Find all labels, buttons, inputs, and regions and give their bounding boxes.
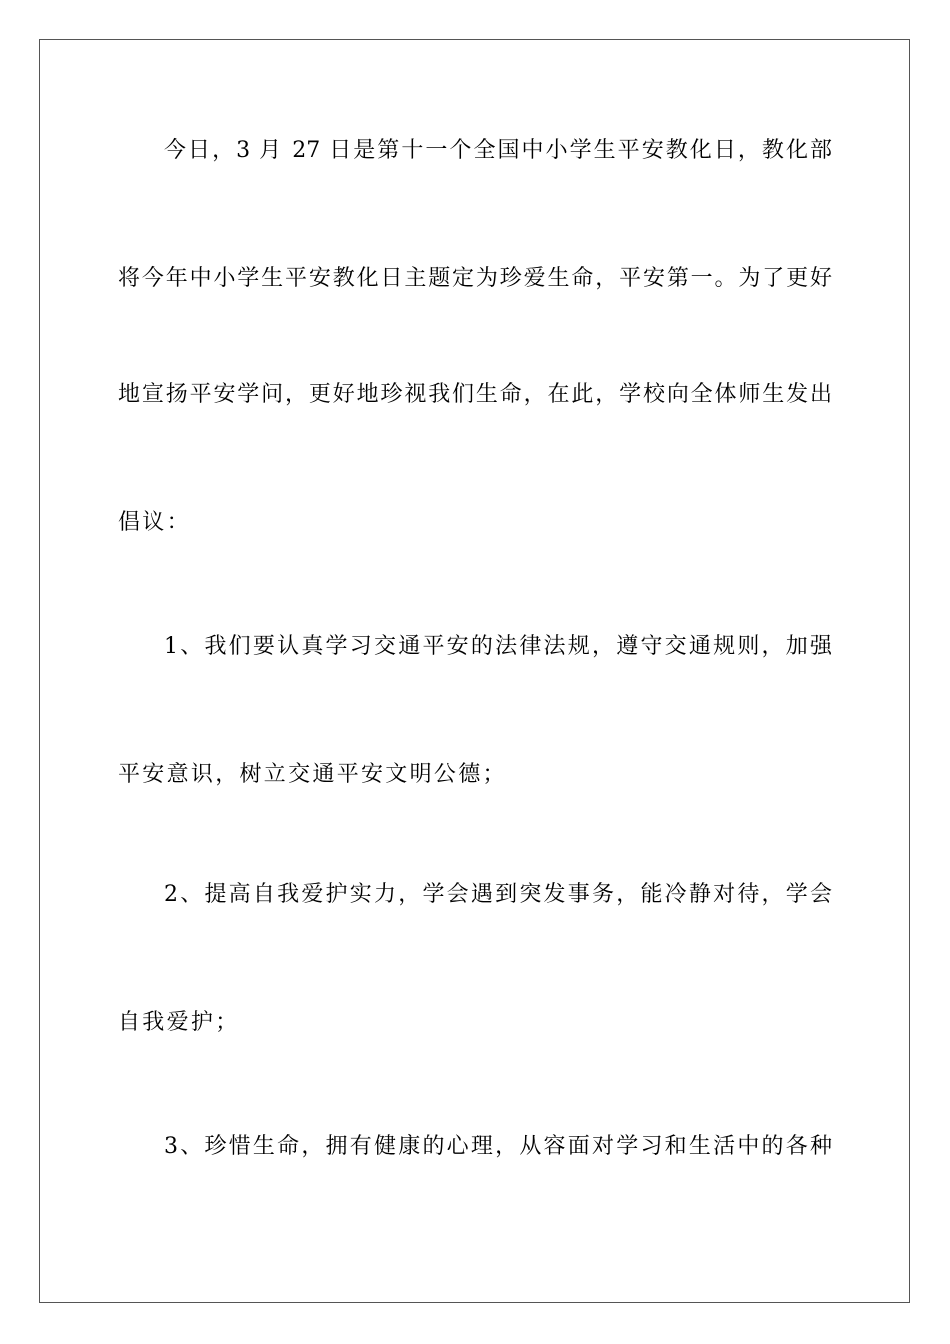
- paragraph-2-line-1: 1、我们要认真学习交通平安的法律法规，遵守交通规则，加强: [164, 634, 832, 659]
- paragraph-3-line-2: 自我爱护；: [118, 1010, 240, 1035]
- paragraph-4-line-1: 3、珍惜生命，拥有健康的心理，从容面对学习和生活中的各种: [164, 1134, 832, 1159]
- paragraph-1-line-4: 倡议：: [118, 510, 191, 535]
- paragraph-3-line-1: 2、提高自我爱护实力，学会遇到突发事务，能冷静对待，学会: [164, 882, 832, 907]
- paragraph-2-line-2: 平安意识，树立交通平安文明公德；: [118, 762, 507, 787]
- paragraph-1-line-3: 地宣扬平安学问，更好地珍视我们生命，在此，学校向全体师生发出: [118, 382, 832, 407]
- page-border: [39, 39, 910, 1303]
- paragraph-1-line-2: 将今年中小学生平安教化日主题定为珍爱生命，平安第一。为了更好: [118, 266, 832, 291]
- paragraph-1-line-1: 今日，3 月 27 日是第十一个全国中小学生平安教化日，教化部: [164, 138, 832, 163]
